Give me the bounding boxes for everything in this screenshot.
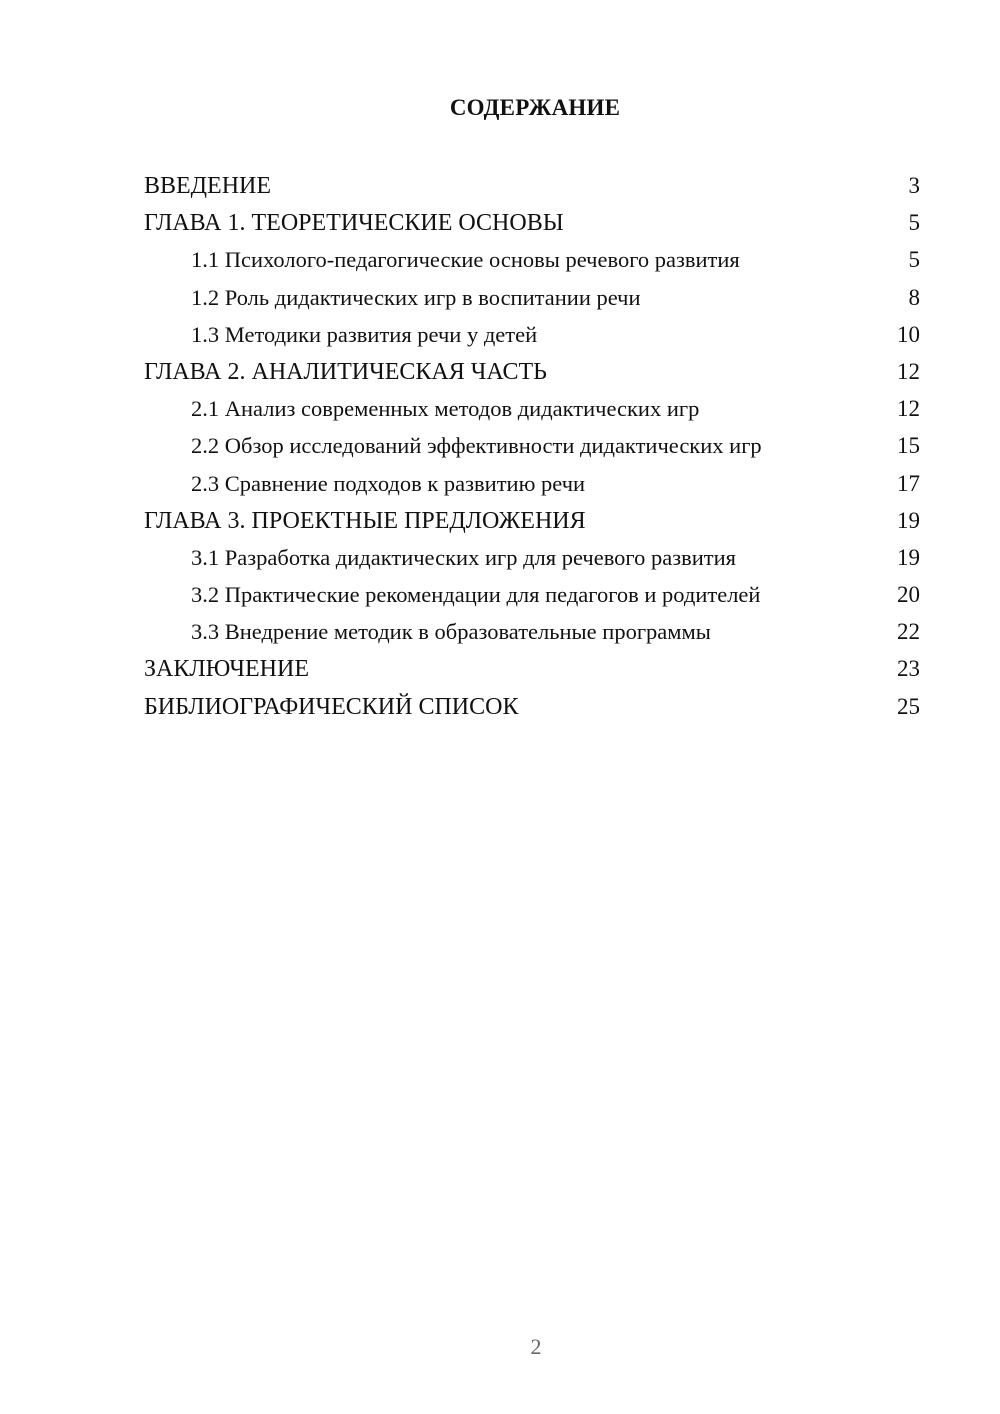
toc-entry-section-2-1[interactable]: [144, 390, 920, 427]
toc-entry-chapter-3[interactable]: [144, 502, 920, 539]
toc-entry-label: 2.3 Сравнение подходов к развитию речи: [191, 470, 586, 496]
page-number: 2: [530, 1334, 542, 1359]
toc-entry-label: 2.2 Обзор исследований эффективности дидактических игр: [191, 433, 762, 459]
toc-entry-label: 3.3 Внедрение методик в образовательные программы: [191, 619, 711, 645]
toc-entry-section-2-3[interactable]: [144, 465, 920, 502]
toc-entry-page: 17: [897, 470, 920, 496]
toc-entry-bibliography[interactable]: [144, 688, 920, 725]
toc-entry-label: ГЛАВА 1. ТЕОРЕТИЧЕСКИЕ ОСНОВЫ: [144, 210, 564, 237]
toc-entry-label: 3.2 Практические рекомендации для педагогов и родителей: [191, 582, 761, 608]
toc-entry-label: БИБЛИОГРАФИЧЕСКИЙ СПИСОК: [144, 693, 519, 720]
toc-entry-page: 15: [897, 433, 920, 459]
toc-entry-page: 22: [897, 619, 920, 645]
toc-entry-section-1-1[interactable]: [144, 241, 920, 278]
toc-entry-section-3-1[interactable]: [144, 539, 920, 576]
toc-entry-page: 20: [897, 582, 920, 608]
toc-entry-label: 1.3 Методики развития речи у детей: [191, 321, 538, 347]
toc-entry-label: ЗАКЛЮЧЕНИЕ: [144, 656, 309, 683]
toc-entry-page: 12: [897, 396, 920, 422]
toc-entry-label: ГЛАВА 2. АНАЛИТИЧЕСКАЯ ЧАСТЬ: [144, 358, 547, 385]
toc-entry-section-1-2[interactable]: [144, 279, 920, 316]
toc-entry-section-3-2[interactable]: [144, 576, 920, 613]
toc-entry-chapter-1[interactable]: [144, 204, 920, 241]
toc-entry-page: 19: [897, 507, 920, 533]
toc-entry-label: 1.1 Психолого-педагогические основы речевого развития: [191, 247, 740, 273]
toc-entry-label: 2.1 Анализ современных методов дидактических игр: [191, 396, 700, 422]
toc-entry-label: 3.1 Разработка дидактических игр для речевого развития: [191, 544, 736, 570]
toc-entry-page: 3: [908, 173, 920, 198]
toc-entry-section-1-3[interactable]: [144, 316, 920, 353]
table-of-contents: [144, 167, 920, 725]
toc-title: СОДЕРЖАНИЕ: [449, 95, 621, 120]
toc-entry-section-2-2[interactable]: [144, 427, 920, 464]
toc-entry-conclusion[interactable]: [144, 650, 920, 687]
toc-entry-label: 1.2 Роль дидактических игр в воспитании речи: [191, 284, 641, 310]
toc-entry-page: 5: [908, 247, 920, 273]
toc-entry-page: 19: [897, 544, 920, 570]
toc-entry-chapter-2[interactable]: [144, 353, 920, 390]
toc-entry-page: 8: [908, 284, 920, 310]
toc-entry-introduction[interactable]: [144, 167, 920, 204]
toc-entry-label: ВВЕДЕНИЕ: [144, 173, 272, 199]
toc-entry-page: 25: [897, 693, 920, 719]
toc-entry-label: ГЛАВА 3. ПРОЕКТНЫЕ ПРЕДЛОЖЕНИЯ: [144, 507, 586, 534]
toc-entry-section-3-3[interactable]: [144, 613, 920, 650]
toc-entry-page: 5: [908, 210, 920, 236]
toc-entry-page: 10: [897, 321, 920, 347]
toc-entry-page: 12: [897, 358, 920, 384]
toc-entry-page: 23: [897, 656, 920, 682]
